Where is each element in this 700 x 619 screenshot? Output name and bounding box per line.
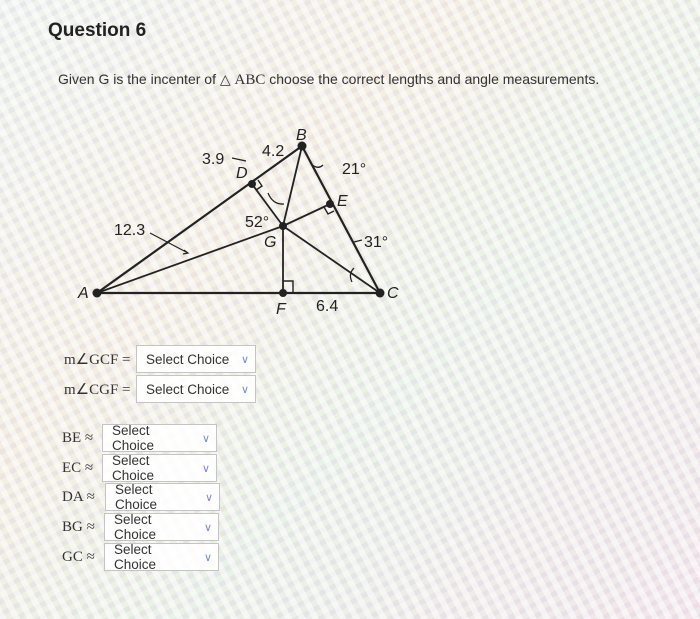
figure-labels <box>77 127 399 318</box>
select-gc[interactable] <box>104 543 219 571</box>
answer-row-ec <box>62 454 217 482</box>
length-4-2: 4.2 <box>262 143 285 160</box>
instr-text-before: Given G is the incenter of <box>58 71 216 87</box>
label-a: A <box>78 285 89 302</box>
row-label: BG ≈ <box>62 518 95 535</box>
select-value: Select Choice <box>114 542 157 572</box>
question-title: Question 6 <box>48 20 147 41</box>
point-d <box>248 180 256 188</box>
select-value: Select Choice <box>114 512 157 542</box>
select-be[interactable] <box>102 424 217 452</box>
row-label: BE ≈ <box>62 429 94 446</box>
length-3-9: 3.9 <box>202 151 225 168</box>
length-6-4: 6.4 <box>316 298 339 315</box>
point-f <box>279 289 287 297</box>
label-f: F <box>276 301 286 318</box>
label-g: G <box>264 234 277 251</box>
select-da[interactable] <box>105 483 220 511</box>
point-e <box>326 200 334 208</box>
answer-row-angle-cgf <box>64 375 256 403</box>
chevron-down-icon: ∨ <box>240 383 249 396</box>
angle-31: 31° <box>364 234 389 251</box>
label-e: E <box>337 193 348 210</box>
right-angle-e <box>324 207 334 214</box>
select-value: Select Choice <box>146 351 230 367</box>
leader-31 <box>354 240 362 242</box>
select-value: Select Choice <box>112 423 155 453</box>
triangle-name: ABC <box>234 72 266 88</box>
answer-row-be <box>62 424 217 452</box>
point-c <box>376 289 385 298</box>
select-value: Select Choice <box>112 453 155 483</box>
select-angle-cgf[interactable] <box>136 375 256 403</box>
angle-21: 21° <box>342 161 367 178</box>
side-bc <box>302 146 380 293</box>
chevron-down-icon: ∨ <box>201 432 210 445</box>
row-label: DA ≈ <box>62 488 95 505</box>
answer-row-da <box>62 483 220 511</box>
length-12-3: 12.3 <box>114 222 146 239</box>
chevron-down-icon: ∨ <box>204 491 213 504</box>
segment-ge <box>283 204 330 226</box>
instr-text-after: choose the correct lengths and angle measurements. <box>269 71 600 87</box>
label-d: D <box>236 165 248 182</box>
chevron-down-icon: ∨ <box>203 551 212 564</box>
label-c: C <box>387 285 399 302</box>
leader-3-9 <box>232 158 246 161</box>
answer-row-gc <box>62 543 219 571</box>
select-value: Select Choice <box>115 482 158 512</box>
side-ab <box>97 146 302 293</box>
row-label: EC ≈ <box>62 459 94 476</box>
arc-52 <box>268 193 284 204</box>
select-value: Select Choice <box>146 381 230 397</box>
triangle-symbol: △ <box>219 71 231 87</box>
point-g <box>279 222 287 230</box>
point-a <box>93 289 102 298</box>
select-angle-gcf[interactable] <box>136 345 256 373</box>
right-angle-d <box>256 180 262 190</box>
answer-row-angle-gcf <box>64 345 256 373</box>
chevron-down-icon: ∨ <box>203 521 212 534</box>
row-label: GC ≈ <box>62 548 95 565</box>
select-bg[interactable] <box>104 513 219 541</box>
row-label: m∠GCF = <box>64 351 131 368</box>
angle-52: 52° <box>245 214 270 231</box>
chevron-down-icon: ∨ <box>201 462 210 475</box>
select-ec[interactable] <box>102 454 217 482</box>
chevron-down-icon: ∨ <box>240 353 249 366</box>
answer-row-bg <box>62 513 219 541</box>
label-b: B <box>296 127 307 144</box>
row-label: m∠CGF = <box>64 381 131 398</box>
